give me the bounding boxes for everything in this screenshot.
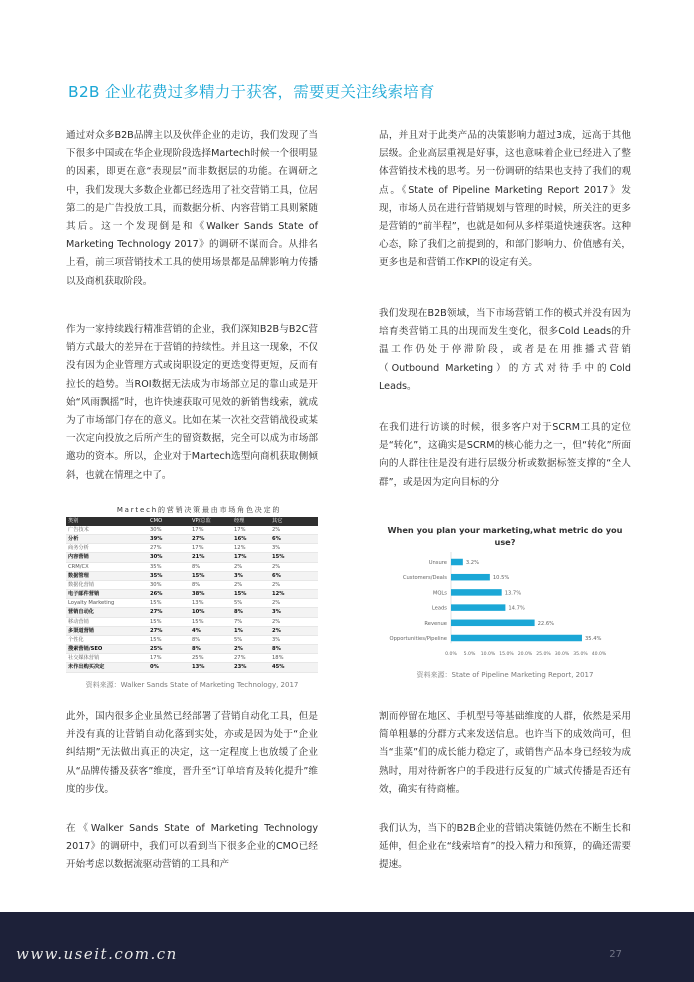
right-paragraph-1: 品，并且对于此类产品的决策影响力超过3成，远高于其他层级。企业高层重视是好事，这也意味着企业已经进入了整体营销技术栈的思考。另一份调研的结果也支持了我们的观点。《State of Pipeline Marketing Report 2017》发现，市场人员在进行营销规划与管理的时候，所关注的更多是营销的“前半程”，也就是如何从多样渠道快速获客。这种心态，除了我们之前提到的，和部门影响力、价值感有关，更多也是和营销工作KPI的设定有关。 — [379, 130, 631, 269]
page-number: 27 — [609, 949, 622, 960]
table-header-cell: VP/总监 — [190, 517, 232, 526]
table-cell: 电子邮件营销 — [66, 590, 148, 599]
x-tick-label: 15.0% — [499, 652, 514, 658]
left-paragraph-2: 作为一家持续践行精准营销的企业，我们深知B2B与B2C营销方式最大的差异在于营销的持续性。并且这一现象，不仅没有因为企业管理方式或岗职设定的更迭变得更短，反而有拉长的趋势。当ROI数据无法成为市场部立足的靠山或是开始“风雨飘摇”时，也许快速获取可见效的新销售线索，就成为了市场部门存在的意义。比如在某一次社交营销战役或某一次定向投放之后所产生的留资数据，完全可以成为市场部邀功的资本。所以，企业对于Martech选型向商机获取侧倾斜，也就在情理之中了。 — [66, 324, 318, 481]
table-cell: 2% — [270, 617, 318, 626]
table-cell: 2% — [232, 562, 270, 571]
table-cell: 17% — [190, 544, 232, 553]
page-footer — [0, 912, 694, 982]
table-cell: 30% — [148, 553, 190, 562]
table-cell: 15% — [190, 571, 232, 580]
table-cell: 3% — [232, 571, 270, 580]
table-cell: 4% — [190, 626, 232, 635]
right-paragraph-3: 在我们进行访谈的时候，很多客户对于SCRM工具的定位是“转化”，这确实是SCRM的核心能力之一，但“转化”所面向的人群往往是没有进行层级分析或数据标签支撑的“全人群”，或是因为定向目标的分 — [379, 422, 631, 488]
table-cell: 2% — [270, 580, 318, 589]
table-source: 资料来源：Walker Sands State of Marketing Technology, 2017 — [85, 680, 299, 689]
bar — [451, 589, 502, 596]
table-title: Martech的营销决策最由市场角色决定的 — [116, 506, 282, 514]
table-cell: 45% — [270, 663, 318, 672]
table-cell: 38% — [190, 590, 232, 599]
value-label: 35.4% — [584, 636, 602, 642]
table-row — [66, 535, 318, 544]
table-cell: 2% — [232, 645, 270, 654]
table-cell: 25% — [148, 645, 190, 654]
table-row — [66, 626, 318, 635]
table-cell: 7% — [232, 617, 270, 626]
value-label: 3.2% — [465, 560, 480, 566]
table-header-cell: 其它 — [270, 517, 318, 526]
table-row — [66, 590, 318, 599]
left-paragraph-3: 此外，国内很多企业虽然已经部署了营销自动化工具，但是并没有真的让营销自动化落到实处，亦或是因为处于“企业纠结期”无法做出真正的决定，这一定程度上也放缓了企业从“品牌传播及获客”维度，晋升至“订单培育及转化提升”维度的步伐。 — [66, 711, 318, 795]
table-cell: 15% — [190, 617, 232, 626]
left-paragraph-1: 通过对众多B2B品牌主以及伙伴企业的走访，我们发现了当下很多中国或在华企业现阶段选择Martech时候一个很明显的因素，即更在意“表现层”而非数据层的功能。在调研之中，我们发现大多数企业都已经选用了社交营销工具，位居第二的是广告投放工具，而数据分析、内容营销工具则紧随其后。这一个发现倒是和《Walker Sands State of Marketing Technology 2017》的调研不谋而合。从排名上看，前三项营销技术工具的使用场景都是品牌影响力传播以及商机获取阶段。 — [66, 130, 318, 287]
table-cell: 广告技术 — [66, 526, 148, 535]
table-cell: 5% — [232, 599, 270, 608]
table-cell: 搜索营销/SEO — [66, 645, 148, 654]
table-cell: 13% — [190, 599, 232, 608]
footer-url-link[interactable]: www.useit.com.cn — [16, 945, 178, 963]
x-tick-label: 0.0% — [445, 652, 457, 658]
table-cell: 移动营销 — [66, 617, 148, 626]
table-row — [66, 571, 318, 580]
x-tick-label: 20.0% — [517, 652, 533, 658]
table-cell: 30% — [148, 580, 190, 589]
table-cell: 27% — [148, 608, 190, 617]
metric-bar-chart — [379, 516, 631, 666]
x-tick-label: 30.0% — [554, 652, 570, 658]
table-cell: 2% — [270, 626, 318, 635]
x-tick-label: 40.0% — [591, 652, 607, 658]
table-cell: 12% — [270, 590, 318, 599]
table-cell: 17% — [232, 526, 270, 535]
table-cell: 8% — [190, 645, 232, 654]
table-cell: 8% — [232, 608, 270, 617]
table-row — [66, 526, 318, 535]
table-row — [66, 617, 318, 626]
table-cell: 23% — [232, 663, 270, 672]
table-row — [66, 645, 318, 654]
bar — [451, 635, 582, 642]
bar — [451, 559, 463, 566]
table-cell: CRM/CX — [66, 562, 148, 571]
table-cell: 10% — [190, 608, 232, 617]
table-cell: 35% — [148, 562, 190, 571]
table-header-cell: CMO — [148, 517, 190, 526]
martech-decision-table — [66, 517, 318, 673]
table-cell: 8% — [270, 645, 318, 654]
x-tick-label: 10.0% — [480, 652, 496, 658]
chart-title: When you plan your marketing,what metric do you use? — [387, 525, 623, 547]
table-row — [66, 654, 318, 663]
category-label: Leads — [431, 605, 447, 612]
table-cell: 12% — [232, 544, 270, 553]
table-cell: 27% — [148, 626, 190, 635]
table-cell: 2% — [232, 580, 270, 589]
table-cell: 商务分析 — [66, 544, 148, 553]
table-header-cell: 类别 — [66, 517, 148, 526]
table-cell: 16% — [232, 535, 270, 544]
table-cell: 30% — [148, 526, 190, 535]
table-row — [66, 608, 318, 617]
table-cell: 21% — [190, 553, 232, 562]
table-cell: 8% — [190, 580, 232, 589]
table-cell: 个性化 — [66, 635, 148, 644]
table-cell: 3% — [270, 544, 318, 553]
table-cell: 营销自动化 — [66, 608, 148, 617]
table-cell: 社交媒体营销 — [66, 654, 148, 663]
table-cell: 多渠道营销 — [66, 626, 148, 635]
table-row — [66, 544, 318, 553]
category-label: Revenue — [424, 620, 447, 627]
table-cell: 6% — [270, 535, 318, 544]
table-cell: 8% — [190, 635, 232, 644]
martech-table-figure — [66, 505, 318, 690]
right-paragraph-5: 我们认为，当下的B2B企业的营销决策链仍然在不断生长和延伸，但企业在“线索培育”的投入精力和预算，的确还需要提速。 — [379, 823, 631, 871]
category-label: Unsure — [428, 560, 447, 566]
table-cell: 3% — [270, 635, 318, 644]
table-cell: 数据管理 — [66, 571, 148, 580]
table-cell: 2% — [270, 526, 318, 535]
category-label: Customers/Deals — [402, 575, 447, 582]
x-tick-label: 25.0% — [536, 652, 551, 658]
table-cell: 35% — [148, 571, 190, 580]
table-cell: 2% — [270, 562, 318, 571]
table-row — [66, 580, 318, 589]
chart-source: 资料来源：State of Pipeline Marketing Report, 2017 — [416, 671, 594, 679]
table-cell: 5% — [232, 635, 270, 644]
value-label: 22.6% — [537, 620, 555, 627]
right-paragraph-4: 割而停留在地区、手机型号等基础维度的人群，依然是采用简单粗暴的分群方式来发送信息。也许当下的成效尚可，但当“韭菜”们的成长能力稳定了，或销售产品本身已经较为成熟时，用对待新客户的手段进行反复的广域式传播是否还有效，确实有待商榷。 — [379, 711, 631, 795]
table-cell: 内容营销 — [66, 553, 148, 562]
table-header-cell: 经理 — [232, 517, 270, 526]
table-row — [66, 562, 318, 571]
x-tick-label: 5.0% — [463, 652, 476, 658]
table-cell: 17% — [232, 553, 270, 562]
table-row — [66, 663, 318, 672]
table-cell: 15% — [148, 635, 190, 644]
table-cell: 未作出购买决定 — [66, 663, 148, 672]
table-cell: 27% — [232, 654, 270, 663]
table-cell: 15% — [148, 599, 190, 608]
table-row — [66, 635, 318, 644]
right-paragraph-2: 我们发现在B2B领域，当下市场营销工作的模式并没有因为培育类营销工具的出现而发生变化，很多Cold Leads的升温工作仍处于停滞阶段，或者是在用推播式营销（Outbound Marketing）的方式对待手中的Cold Leads。 — [379, 308, 631, 392]
table-cell: 25% — [190, 654, 232, 663]
table-cell: 8% — [190, 562, 232, 571]
bar — [451, 574, 490, 581]
table-cell: 6% — [270, 571, 318, 580]
table-header-row — [66, 517, 318, 526]
table-cell: 27% — [190, 535, 232, 544]
value-label: 13.7% — [504, 590, 522, 597]
value-label: 10.5% — [492, 575, 510, 582]
bar — [451, 620, 535, 627]
table-cell: 26% — [148, 590, 190, 599]
table-cell: 13% — [190, 663, 232, 672]
category-label: MQLs — [432, 590, 447, 597]
section-headline: B2B 企业花费过多精力于获客，需要更关注线索培育 — [68, 83, 435, 101]
table-cell: 39% — [148, 535, 190, 544]
table-row — [66, 553, 318, 562]
table-cell: 0% — [148, 663, 190, 672]
table-cell: 15% — [270, 553, 318, 562]
table-row — [66, 599, 318, 608]
table-cell: 1% — [232, 626, 270, 635]
table-cell: 15% — [232, 590, 270, 599]
bar — [451, 604, 505, 611]
table-cell: 27% — [148, 544, 190, 553]
table-cell: 数据化营销 — [66, 580, 148, 589]
x-tick-label: 35.0% — [573, 652, 588, 658]
category-label: Opportunities/Pipeline — [389, 636, 447, 642]
table-cell: 2% — [270, 599, 318, 608]
table-cell: 15% — [148, 617, 190, 626]
left-paragraph-4: 在《Walker Sands State of Marketing Technology 2017》的调研中，我们可以看到当下很多企业的CMO已经开始考虑以数据流驱动营销的工具和产 — [66, 823, 318, 871]
table-cell: 17% — [148, 654, 190, 663]
table-cell: 3% — [270, 608, 318, 617]
table-cell: 17% — [190, 526, 232, 535]
table-cell: 分析 — [66, 535, 148, 544]
table-cell: Loyalty Marketing — [66, 599, 148, 608]
table-cell: 18% — [270, 654, 318, 663]
metric-chart-figure — [379, 516, 631, 666]
value-label: 14.7% — [508, 605, 525, 612]
